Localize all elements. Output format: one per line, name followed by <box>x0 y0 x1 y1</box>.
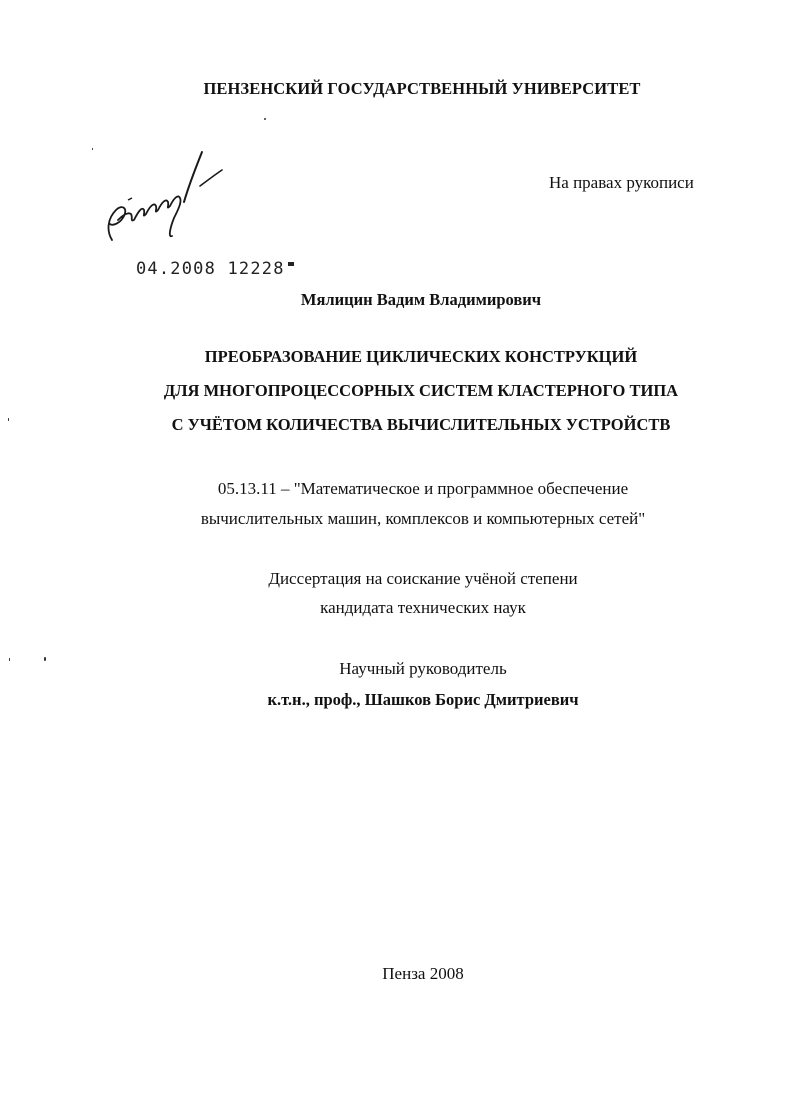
archive-number: 04.2008 12228 <box>136 259 285 279</box>
scan-speck <box>92 148 93 150</box>
specialty-line-1: 05.13.11 – "Математическое и программное обеспечение <box>217 479 629 498</box>
stamp-mark <box>288 262 294 266</box>
scan-speck <box>9 658 10 661</box>
specialty-line-2: вычислительных машин, комплексов и компьютерных сетей" <box>200 509 646 528</box>
title-line-3: С УЧЁТОМ КОЛИЧЕСТВА ВЫЧИСЛИТЕЛЬНЫХ УСТРОЙСТВ <box>171 415 671 434</box>
archive-number-stamp <box>136 259 294 279</box>
author-name: Мялицин Вадим Владимирович <box>300 290 542 309</box>
scan-speck <box>8 418 9 421</box>
city-year: Пенза 2008 <box>382 964 464 983</box>
title-line-1: ПРЕОБРАЗОВАНИЕ ЦИКЛИЧЕСКИХ КОНСТРУКЦИЙ <box>204 347 638 366</box>
scan-speck <box>44 657 46 661</box>
supervisor-label: Научный руководитель <box>339 659 507 678</box>
title-line-2: ДЛЯ МНОГОПРОЦЕССОРНЫХ СИСТЕМ КЛАСТЕРНОГО ТИПА <box>163 381 679 400</box>
dissertation-line-2: кандидата технических наук <box>320 598 526 617</box>
supervisor-name: к.т.н., проф., Шашков Борис Дмитриевич <box>267 690 579 709</box>
rights-note: На правах рукописи <box>549 173 694 192</box>
dissertation-line-1: Диссертация на соискание учёной степени <box>268 569 578 588</box>
signature-image <box>98 140 238 250</box>
scan-speck <box>264 118 266 120</box>
university-name: ПЕНЗЕНСКИЙ ГОСУДАРСТВЕННЫЙ УНИВЕРСИТЕТ <box>203 79 641 98</box>
